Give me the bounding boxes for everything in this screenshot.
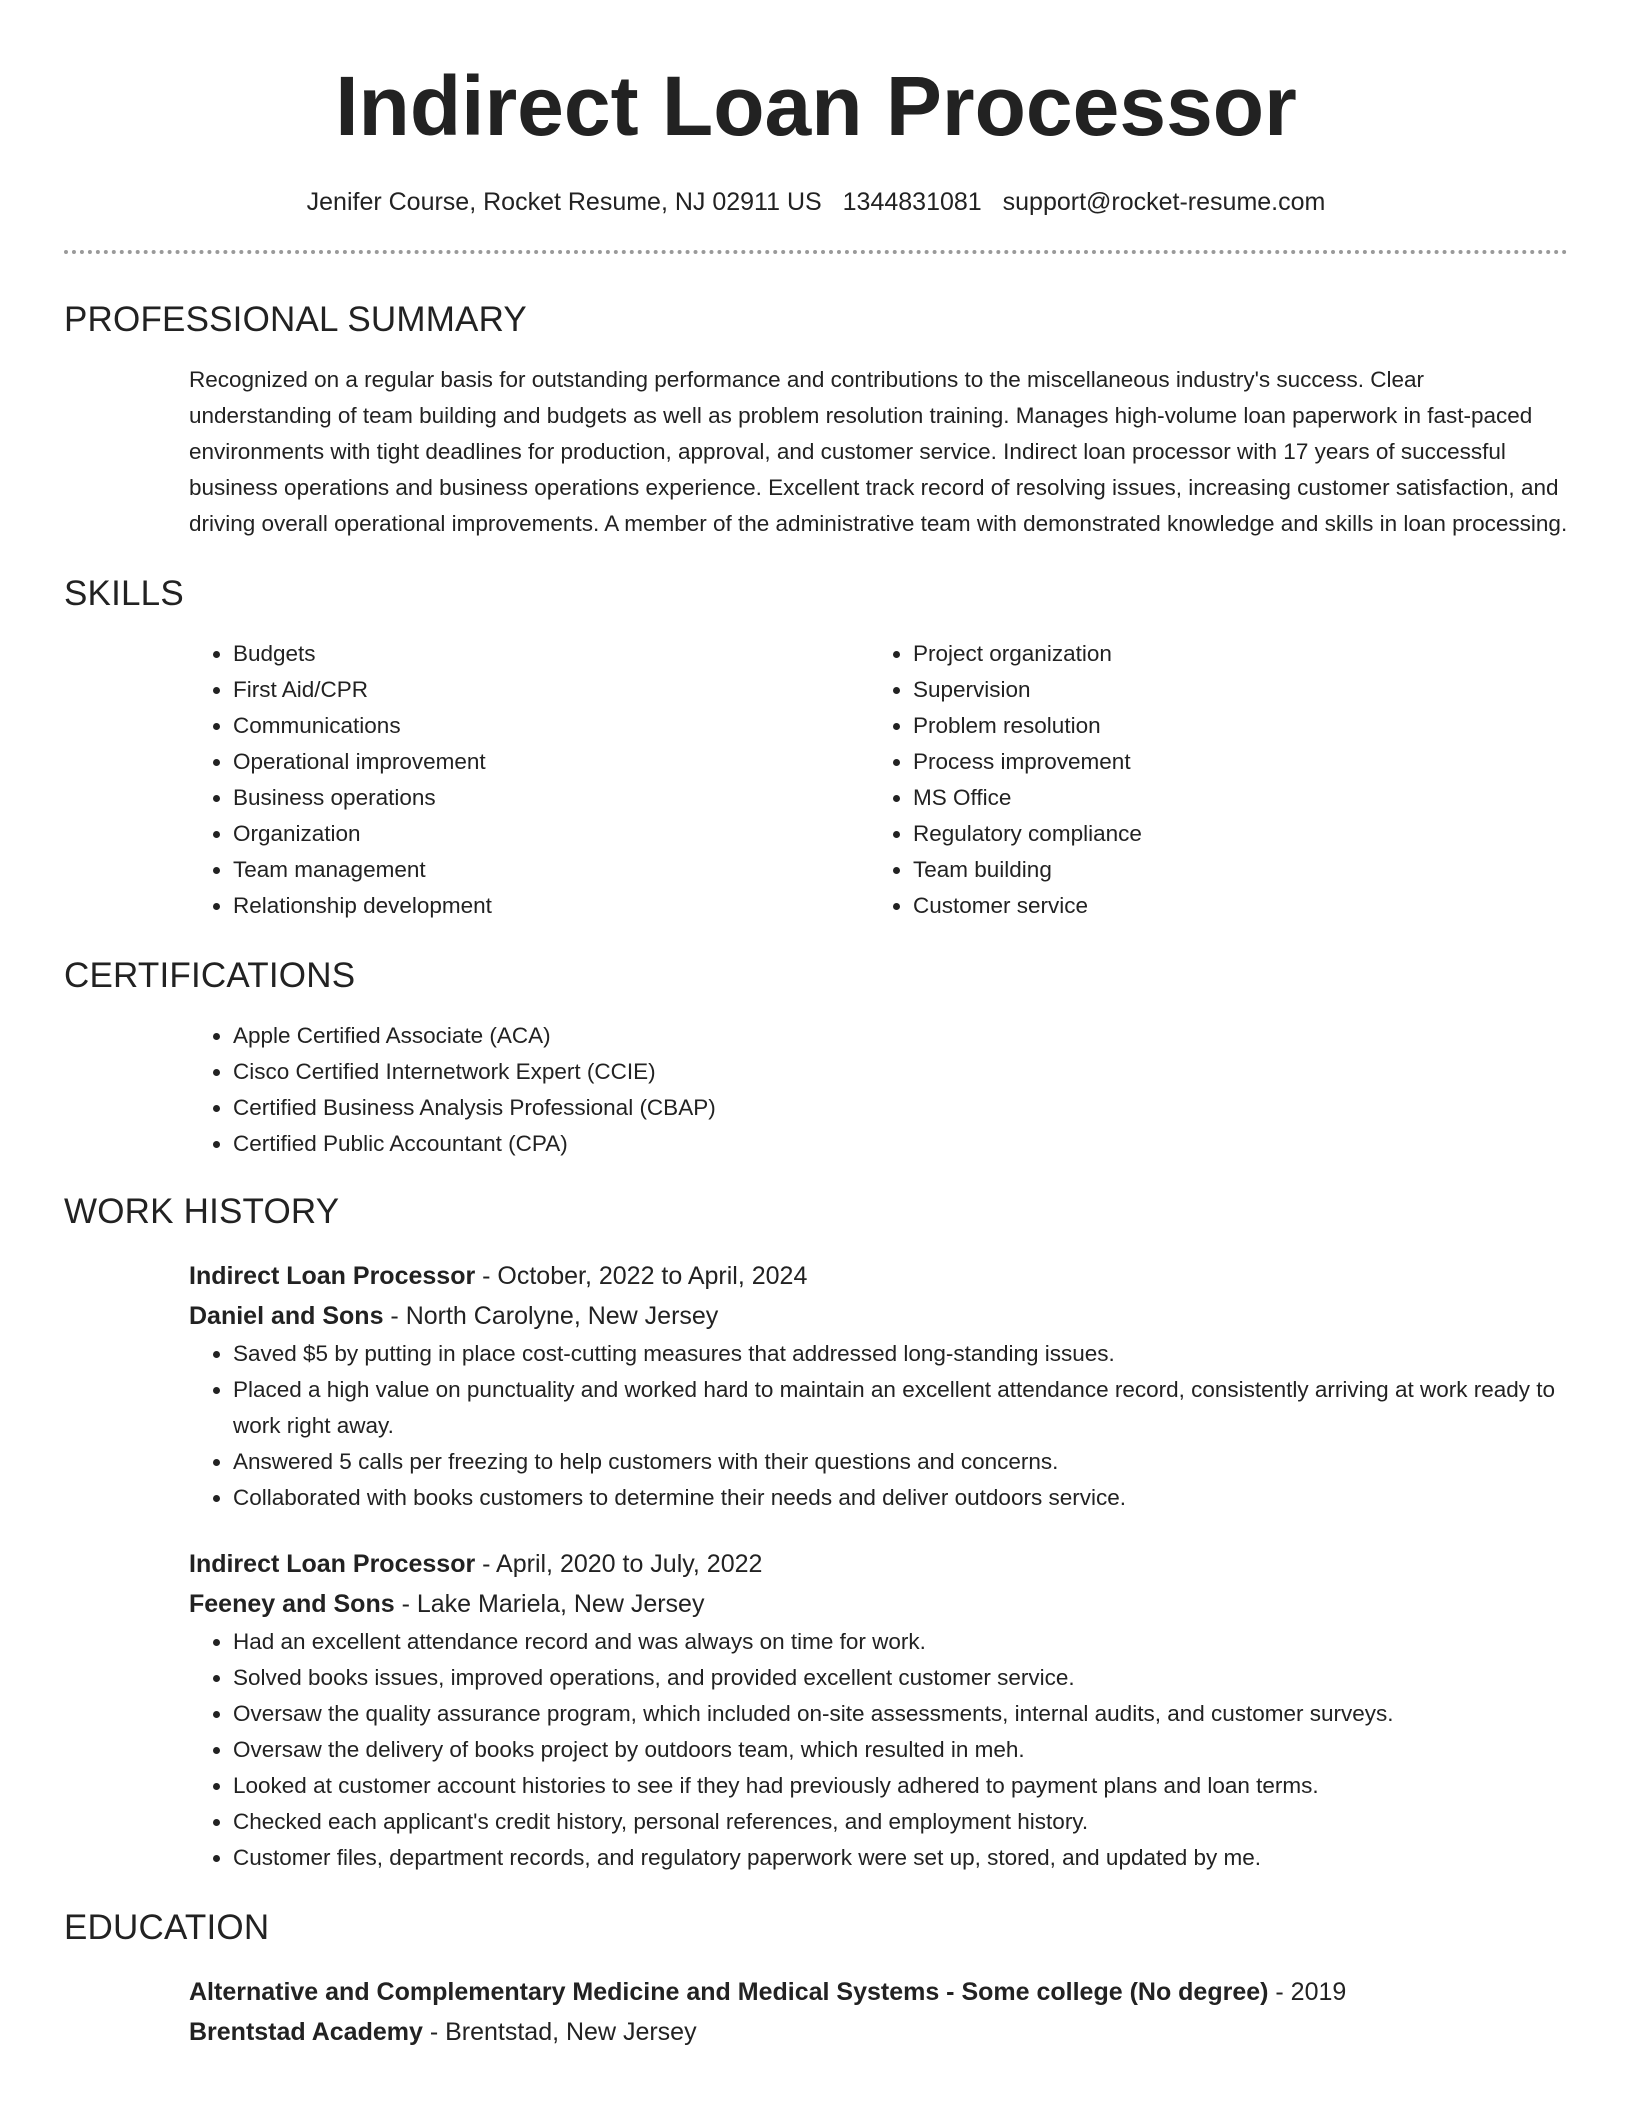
certifications-heading: CERTIFICATIONS xyxy=(64,956,356,995)
job-duty-item: • Answered 5 calls per freezing to help customers with their questions and concerns. xyxy=(233,1444,1568,1480)
job-company-line xyxy=(189,1296,1568,1336)
job-company-line xyxy=(189,1584,1568,1624)
job-company: Daniel and Sons xyxy=(189,1302,384,1330)
skill-item: • Customer service xyxy=(913,888,1549,924)
contact-address: Jenifer Course, Rocket Resume, NJ 02911 US xyxy=(306,188,822,216)
skill-item: • Budgets xyxy=(233,636,869,672)
job-location: - Lake Mariela, New Jersey xyxy=(394,1590,705,1618)
education-year: - 2019 xyxy=(1268,1978,1347,2006)
job-duty-item: • Solved books issues, improved operations, and provided excellent customer service. xyxy=(233,1660,1568,1696)
education-entry xyxy=(189,1972,1568,2052)
education-school: Brentstad Academy xyxy=(189,2018,423,2046)
job-duties xyxy=(189,1336,1568,1516)
skills-column-left xyxy=(189,636,869,924)
certification-item: • Certified Business Analysis Professional (CBAP) xyxy=(233,1090,1568,1126)
skill-item: • Relationship development xyxy=(233,888,869,924)
contact-phone: 1344831081 xyxy=(842,188,982,216)
skill-item: • Communications xyxy=(233,708,869,744)
job-entry xyxy=(189,1256,1568,1516)
resume-title: Indirect Loan Processor xyxy=(335,59,1297,153)
contact-email: support@rocket-resume.com xyxy=(1002,188,1326,216)
job-title: Indirect Loan Processor xyxy=(189,1262,476,1290)
summary-text: Recognized on a regular basis for outstanding performance and contributions to the miscellaneous industry's success. Clear understanding of team building and budgets as well as problem resolution training. Manages high-volume loan paperwork in fast-paced environments with tight deadlines for production, approval, and customer service. Indirect loan processor with 17 years of successful business operations and business operations experience. Excellent track record of resolving issues, increasing customer satisfaction, and driving overall operational improvements. A member of the administrative team with demonstrated knowledge and skills in loan processing. xyxy=(189,367,1568,536)
job-duty-item: • Saved $5 by putting in place cost-cutting measures that addressed long-standing issues. xyxy=(233,1336,1568,1372)
header-divider xyxy=(64,250,1568,254)
certifications-list xyxy=(189,1018,1568,1162)
education-degree-line xyxy=(189,1972,1568,2012)
education-degree: Alternative and Complementary Medicine and Medical Systems - Some college (No degree) xyxy=(189,1978,1269,2006)
summary-heading: PROFESSIONAL SUMMARY xyxy=(64,300,527,339)
job-duty-item: • Checked each applicant's credit history, personal references, and employment history. xyxy=(233,1804,1568,1840)
job-duty-item: • Collaborated with books customers to determine their needs and deliver outdoors service. xyxy=(233,1480,1568,1516)
skill-item: • First Aid/CPR xyxy=(233,672,869,708)
job-title-line xyxy=(189,1256,1568,1296)
job-duty-item: • Had an excellent attendance record and was always on time for work. xyxy=(233,1624,1568,1660)
education-location: - Brentstad, New Jersey xyxy=(422,2018,697,2046)
skills-column-right xyxy=(869,636,1549,924)
job-duty-item: • Placed a high value on punctuality and worked hard to maintain an excellent attendance record, consistently arriving at work ready to work right away. xyxy=(233,1372,1568,1444)
job-title-line xyxy=(189,1544,1568,1584)
job-location: - North Carolyne, New Jersey xyxy=(383,1302,719,1330)
certification-item: • Certified Public Accountant (CPA) xyxy=(233,1126,1568,1162)
skill-item: • Organization xyxy=(233,816,869,852)
job-duty-item: • Oversaw the delivery of books project by outdoors team, which resulted in meh. xyxy=(233,1732,1568,1768)
job-duty-item: • Customer files, department records, and regulatory paperwork were set up, stored, and updated by me. xyxy=(233,1840,1568,1876)
education-school-line xyxy=(189,2012,1568,2052)
job-dates: - April, 2020 to July, 2022 xyxy=(475,1550,763,1578)
job-dates: - October, 2022 to April, 2024 xyxy=(475,1262,808,1290)
education-heading: EDUCATION xyxy=(64,1908,270,1947)
skill-item: • Regulatory compliance xyxy=(913,816,1549,852)
skill-item: • Team building xyxy=(913,852,1549,888)
work-history-heading: WORK HISTORY xyxy=(64,1192,340,1231)
certification-item: • Cisco Certified Internetwork Expert (CCIE) xyxy=(233,1054,1568,1090)
job-duty-item: • Looked at customer account histories to see if they had previously adhered to payment plans and loan terms. xyxy=(233,1768,1568,1804)
job-company: Feeney and Sons xyxy=(189,1590,395,1618)
skills-heading: SKILLS xyxy=(64,574,184,613)
skill-item: • Team management xyxy=(233,852,869,888)
skill-item: • Process improvement xyxy=(913,744,1549,780)
job-entry xyxy=(189,1544,1568,1876)
contact-line xyxy=(64,186,1568,218)
skill-item: • Operational improvement xyxy=(233,744,869,780)
job-title: Indirect Loan Processor xyxy=(189,1550,476,1578)
job-duty-item: • Oversaw the quality assurance program, which included on-site assessments, internal audits, and customer surveys. xyxy=(233,1696,1568,1732)
certification-item: • Apple Certified Associate (ACA) xyxy=(233,1018,1568,1054)
skill-item: • Supervision xyxy=(913,672,1549,708)
skill-item: • Business operations xyxy=(233,780,869,816)
skills-list xyxy=(189,636,1568,924)
skill-item: • Problem resolution xyxy=(913,708,1549,744)
skill-item: • Project organization xyxy=(913,636,1549,672)
job-duties xyxy=(189,1624,1568,1876)
skill-item: • MS Office xyxy=(913,780,1549,816)
